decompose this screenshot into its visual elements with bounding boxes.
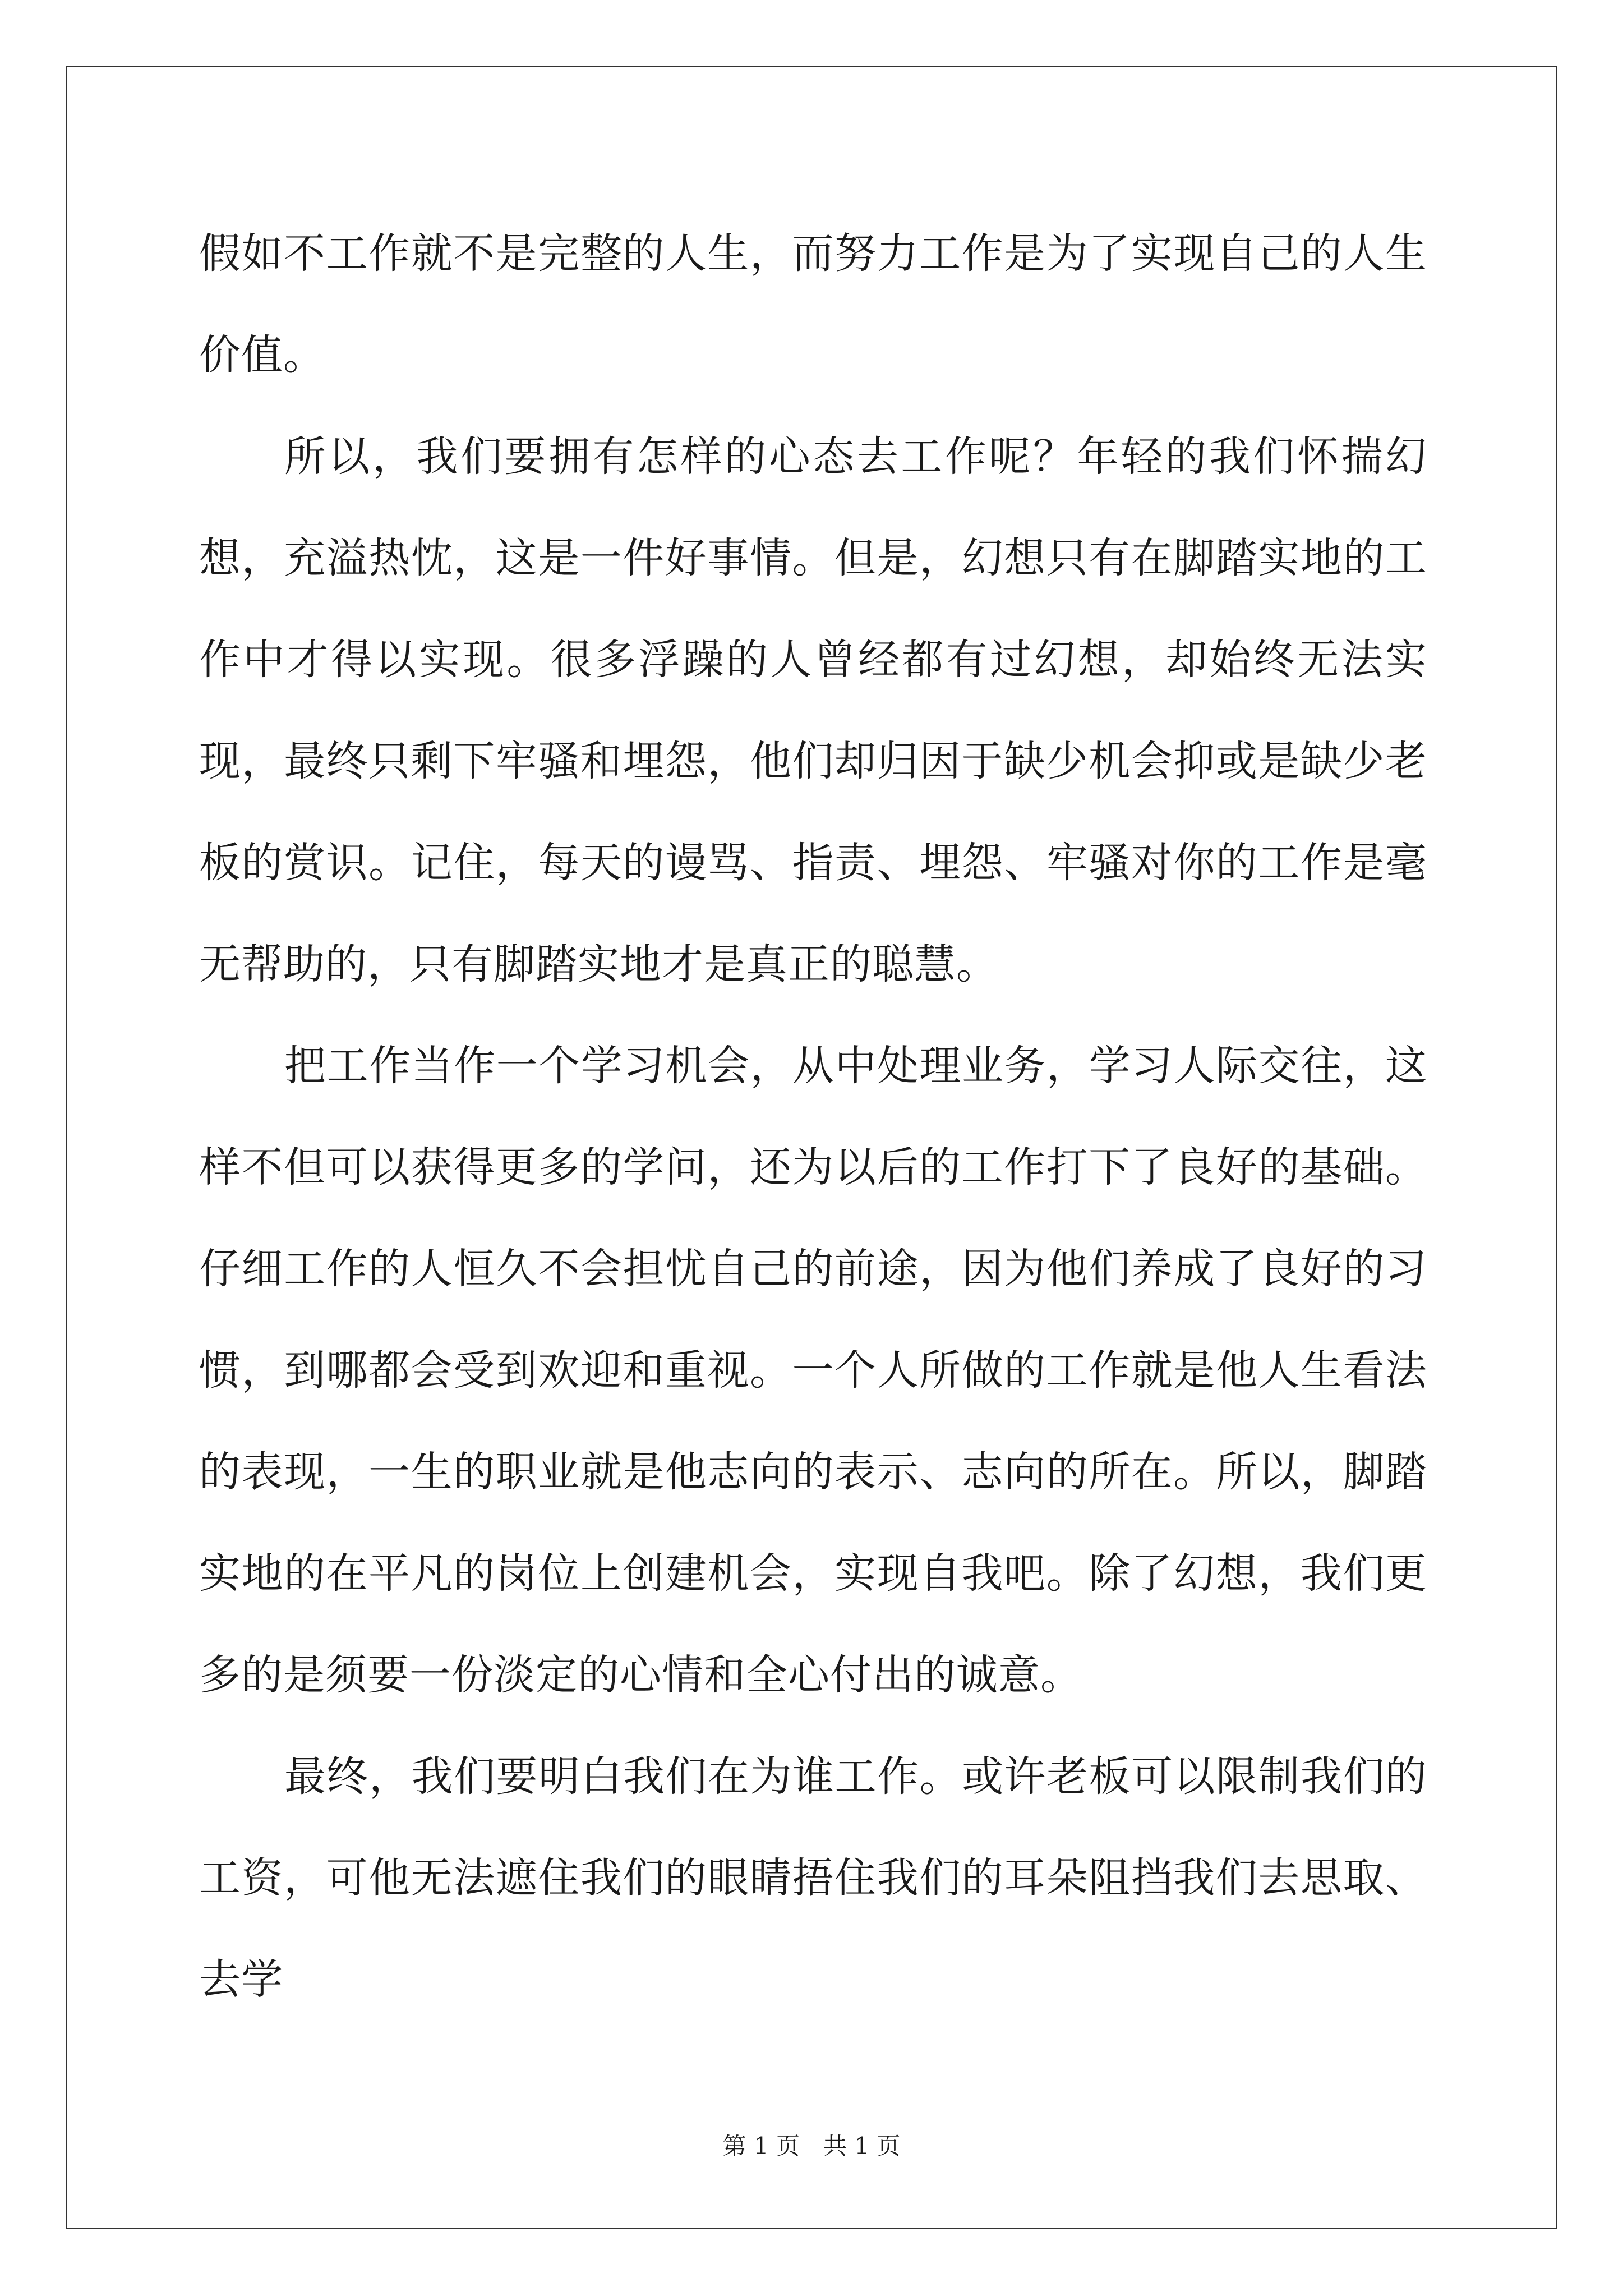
paragraph: 最终，我们要明白我们在为谁工作。或许老板可以限制我们的工资，可他无法遮住我们的眼睛捂住我们的耳朵阻挡我们去思取、去学 xyxy=(199,1752,1427,2004)
page-number-footer: 第 1 页 共 1 页 xyxy=(722,2132,901,2160)
document-body xyxy=(199,203,1427,2031)
paragraph: 把工作当作一个学习机会，从中处理业务，学习人际交往，这样不但可以获得更多的学问，还为以后的工作打下了良好的基础。仔细工作的人恒久不会担忧自己的前途，因为他们养成了良好的习惯，到哪都会受到欢迎和重视。一个人所做的工作就是他人生看法的表现，一生的职业就是他志向的表示、志向的所在。所以，脚踏实地的在平凡的岗位上创建机会，实现自我吧。除了幻想，我们更多的是须要一份淡定的心情和全心付出的诚意。 xyxy=(199,1042,1427,1699)
paragraph: 所以，我们要拥有怎样的心态去工作呢？年轻的我们怀揣幻想，充溢热忱，这是一件好事情。但是，幻想只有在脚踏实地的工作中才得以实现。很多浮躁的人曾经都有过幻想，却始终无法实现，最终只剩下牢骚和埋怨，他们却归因于缺少机会抑或是缺少老板的赏识。记住，每天的谩骂、指责、埋怨、牢骚对你的工作是毫无帮助的，只有脚踏实地才是真正的聪慧。 xyxy=(199,432,1427,988)
paragraph: 假如不工作就不是完整的人生，而努力工作是为了实现自己的人生价值。 xyxy=(199,229,1427,379)
